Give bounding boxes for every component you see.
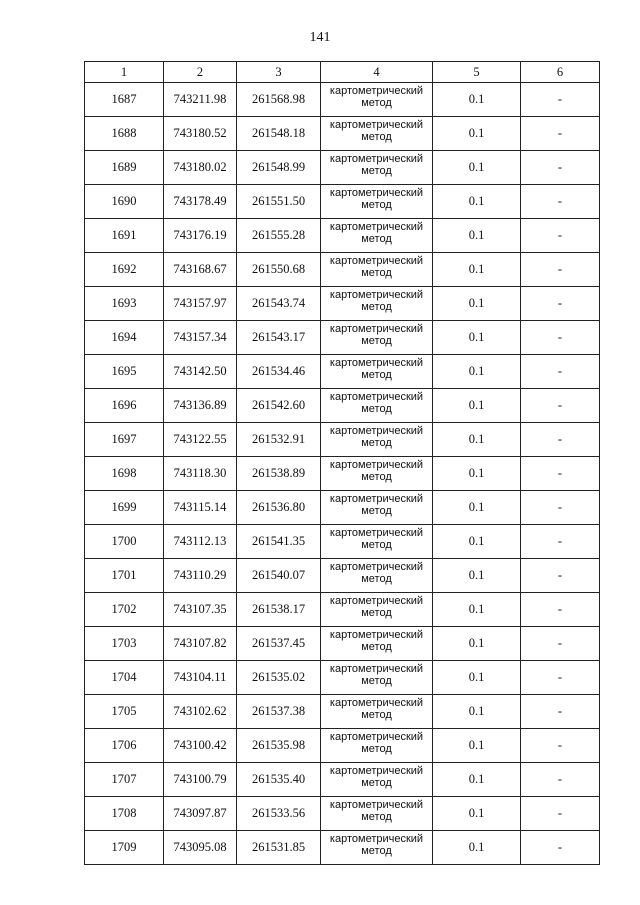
table-row [85,627,600,661]
x-coordinate-cell: 743107.35 [164,593,237,627]
table-row [85,661,600,695]
x-coordinate-cell: 743180.02 [164,151,237,185]
table-row [85,729,600,763]
column-header: 1 [85,62,164,83]
x-coordinate-cell: 743122.55 [164,423,237,457]
note-cell: - [521,661,600,695]
point-number-cell: 1694 [85,321,164,355]
column-header: 4 [321,62,433,83]
column-header: 3 [237,62,321,83]
note-cell: - [521,627,600,661]
method-cell: картометрический метод [321,253,433,287]
accuracy-cell: 0.1 [433,287,521,321]
y-coordinate-cell: 261548.99 [237,151,321,185]
note-cell: - [521,525,600,559]
x-coordinate-cell: 743107.82 [164,627,237,661]
accuracy-cell: 0.1 [433,627,521,661]
note-cell: - [521,695,600,729]
point-number-cell: 1689 [85,151,164,185]
table-row [85,457,600,491]
x-coordinate-cell: 743095.08 [164,831,237,865]
accuracy-cell: 0.1 [433,661,521,695]
table-header-row [85,62,600,83]
accuracy-cell: 0.1 [433,763,521,797]
note-cell: - [521,797,600,831]
table-row [85,797,600,831]
x-coordinate-cell: 743097.87 [164,797,237,831]
point-number-cell: 1697 [85,423,164,457]
column-header: 2 [164,62,237,83]
y-coordinate-cell: 261535.98 [237,729,321,763]
method-cell: картометрический метод [321,797,433,831]
y-coordinate-cell: 261536.80 [237,491,321,525]
table-row [85,321,600,355]
note-cell: - [521,729,600,763]
accuracy-cell: 0.1 [433,151,521,185]
table-row [85,287,600,321]
point-number-cell: 1706 [85,729,164,763]
method-cell: картометрический метод [321,355,433,389]
x-coordinate-cell: 743168.67 [164,253,237,287]
point-number-cell: 1693 [85,287,164,321]
table-row [85,253,600,287]
y-coordinate-cell: 261568.98 [237,83,321,117]
point-number-cell: 1703 [85,627,164,661]
method-cell: картометрический метод [321,661,433,695]
x-coordinate-cell: 743157.34 [164,321,237,355]
x-coordinate-cell: 743180.52 [164,117,237,151]
point-number-cell: 1707 [85,763,164,797]
note-cell: - [521,559,600,593]
y-coordinate-cell: 261541.35 [237,525,321,559]
table-row [85,83,600,117]
x-coordinate-cell: 743211.98 [164,83,237,117]
method-cell: картометрический метод [321,729,433,763]
note-cell: - [521,321,600,355]
table-row [85,389,600,423]
method-cell: картометрический метод [321,491,433,525]
note-cell: - [521,423,600,457]
point-number-cell: 1705 [85,695,164,729]
accuracy-cell: 0.1 [433,219,521,253]
point-number-cell: 1687 [85,83,164,117]
method-cell: картометрический метод [321,287,433,321]
accuracy-cell: 0.1 [433,831,521,865]
point-number-cell: 1692 [85,253,164,287]
accuracy-cell: 0.1 [433,457,521,491]
method-cell: картометрический метод [321,117,433,151]
accuracy-cell: 0.1 [433,423,521,457]
point-number-cell: 1688 [85,117,164,151]
method-cell: картометрический метод [321,83,433,117]
point-number-cell: 1698 [85,457,164,491]
x-coordinate-cell: 743102.62 [164,695,237,729]
x-coordinate-cell: 743104.11 [164,661,237,695]
y-coordinate-cell: 261540.07 [237,559,321,593]
note-cell: - [521,389,600,423]
y-coordinate-cell: 261543.17 [237,321,321,355]
method-cell: картометрический метод [321,151,433,185]
note-cell: - [521,253,600,287]
method-cell: картометрический метод [321,593,433,627]
method-cell: картометрический метод [321,627,433,661]
note-cell: - [521,185,600,219]
note-cell: - [521,287,600,321]
accuracy-cell: 0.1 [433,83,521,117]
note-cell: - [521,355,600,389]
method-cell: картометрический метод [321,321,433,355]
accuracy-cell: 0.1 [433,185,521,219]
table-row [85,117,600,151]
point-number-cell: 1701 [85,559,164,593]
column-header: 5 [433,62,521,83]
accuracy-cell: 0.1 [433,389,521,423]
note-cell: - [521,151,600,185]
accuracy-cell: 0.1 [433,797,521,831]
table-row [85,559,600,593]
table-row [85,151,600,185]
note-cell: - [521,831,600,865]
accuracy-cell: 0.1 [433,117,521,151]
point-number-cell: 1691 [85,219,164,253]
table-row [85,525,600,559]
y-coordinate-cell: 261538.89 [237,457,321,491]
x-coordinate-cell: 743157.97 [164,287,237,321]
point-number-cell: 1695 [85,355,164,389]
method-cell: картометрический метод [321,185,433,219]
y-coordinate-cell: 261535.02 [237,661,321,695]
point-number-cell: 1704 [85,661,164,695]
column-header: 6 [521,62,600,83]
y-coordinate-cell: 261550.68 [237,253,321,287]
point-number-cell: 1690 [85,185,164,219]
accuracy-cell: 0.1 [433,559,521,593]
x-coordinate-cell: 743118.30 [164,457,237,491]
x-coordinate-cell: 743110.29 [164,559,237,593]
x-coordinate-cell: 743142.50 [164,355,237,389]
table-row [85,831,600,865]
note-cell: - [521,83,600,117]
y-coordinate-cell: 261538.17 [237,593,321,627]
accuracy-cell: 0.1 [433,695,521,729]
y-coordinate-cell: 261532.91 [237,423,321,457]
y-coordinate-cell: 261548.18 [237,117,321,151]
accuracy-cell: 0.1 [433,525,521,559]
y-coordinate-cell: 261542.60 [237,389,321,423]
point-number-cell: 1700 [85,525,164,559]
table-row [85,593,600,627]
y-coordinate-cell: 261551.50 [237,185,321,219]
accuracy-cell: 0.1 [433,729,521,763]
method-cell: картометрический метод [321,457,433,491]
x-coordinate-cell: 743178.49 [164,185,237,219]
x-coordinate-cell: 743115.14 [164,491,237,525]
method-cell: картометрический метод [321,389,433,423]
page-number: 141 [309,30,331,45]
method-cell: картометрический метод [321,219,433,253]
point-number-cell: 1696 [85,389,164,423]
note-cell: - [521,457,600,491]
point-number-cell: 1702 [85,593,164,627]
accuracy-cell: 0.1 [433,253,521,287]
y-coordinate-cell: 261537.45 [237,627,321,661]
table-row [85,763,600,797]
table-row [85,185,600,219]
table-row [85,219,600,253]
method-cell: картометрический метод [321,695,433,729]
accuracy-cell: 0.1 [433,321,521,355]
y-coordinate-cell: 261531.85 [237,831,321,865]
note-cell: - [521,491,600,525]
method-cell: картометрический метод [321,831,433,865]
method-cell: картометрический метод [321,525,433,559]
table-row [85,491,600,525]
method-cell: картометрический метод [321,763,433,797]
note-cell: - [521,763,600,797]
note-cell: - [521,117,600,151]
x-coordinate-cell: 743176.19 [164,219,237,253]
y-coordinate-cell: 261535.40 [237,763,321,797]
x-coordinate-cell: 743112.13 [164,525,237,559]
table-row [85,355,600,389]
accuracy-cell: 0.1 [433,491,521,525]
method-cell: картометрический метод [321,559,433,593]
note-cell: - [521,219,600,253]
accuracy-cell: 0.1 [433,593,521,627]
x-coordinate-cell: 743100.79 [164,763,237,797]
point-number-cell: 1708 [85,797,164,831]
y-coordinate-cell: 261534.46 [237,355,321,389]
point-number-cell: 1709 [85,831,164,865]
table-row [85,695,600,729]
y-coordinate-cell: 261533.56 [237,797,321,831]
accuracy-cell: 0.1 [433,355,521,389]
table-row [85,423,600,457]
note-cell: - [521,593,600,627]
point-number-cell: 1699 [85,491,164,525]
x-coordinate-cell: 743100.42 [164,729,237,763]
coordinates-table [84,61,600,865]
y-coordinate-cell: 261543.74 [237,287,321,321]
method-cell: картометрический метод [321,423,433,457]
x-coordinate-cell: 743136.89 [164,389,237,423]
y-coordinate-cell: 261555.28 [237,219,321,253]
y-coordinate-cell: 261537.38 [237,695,321,729]
